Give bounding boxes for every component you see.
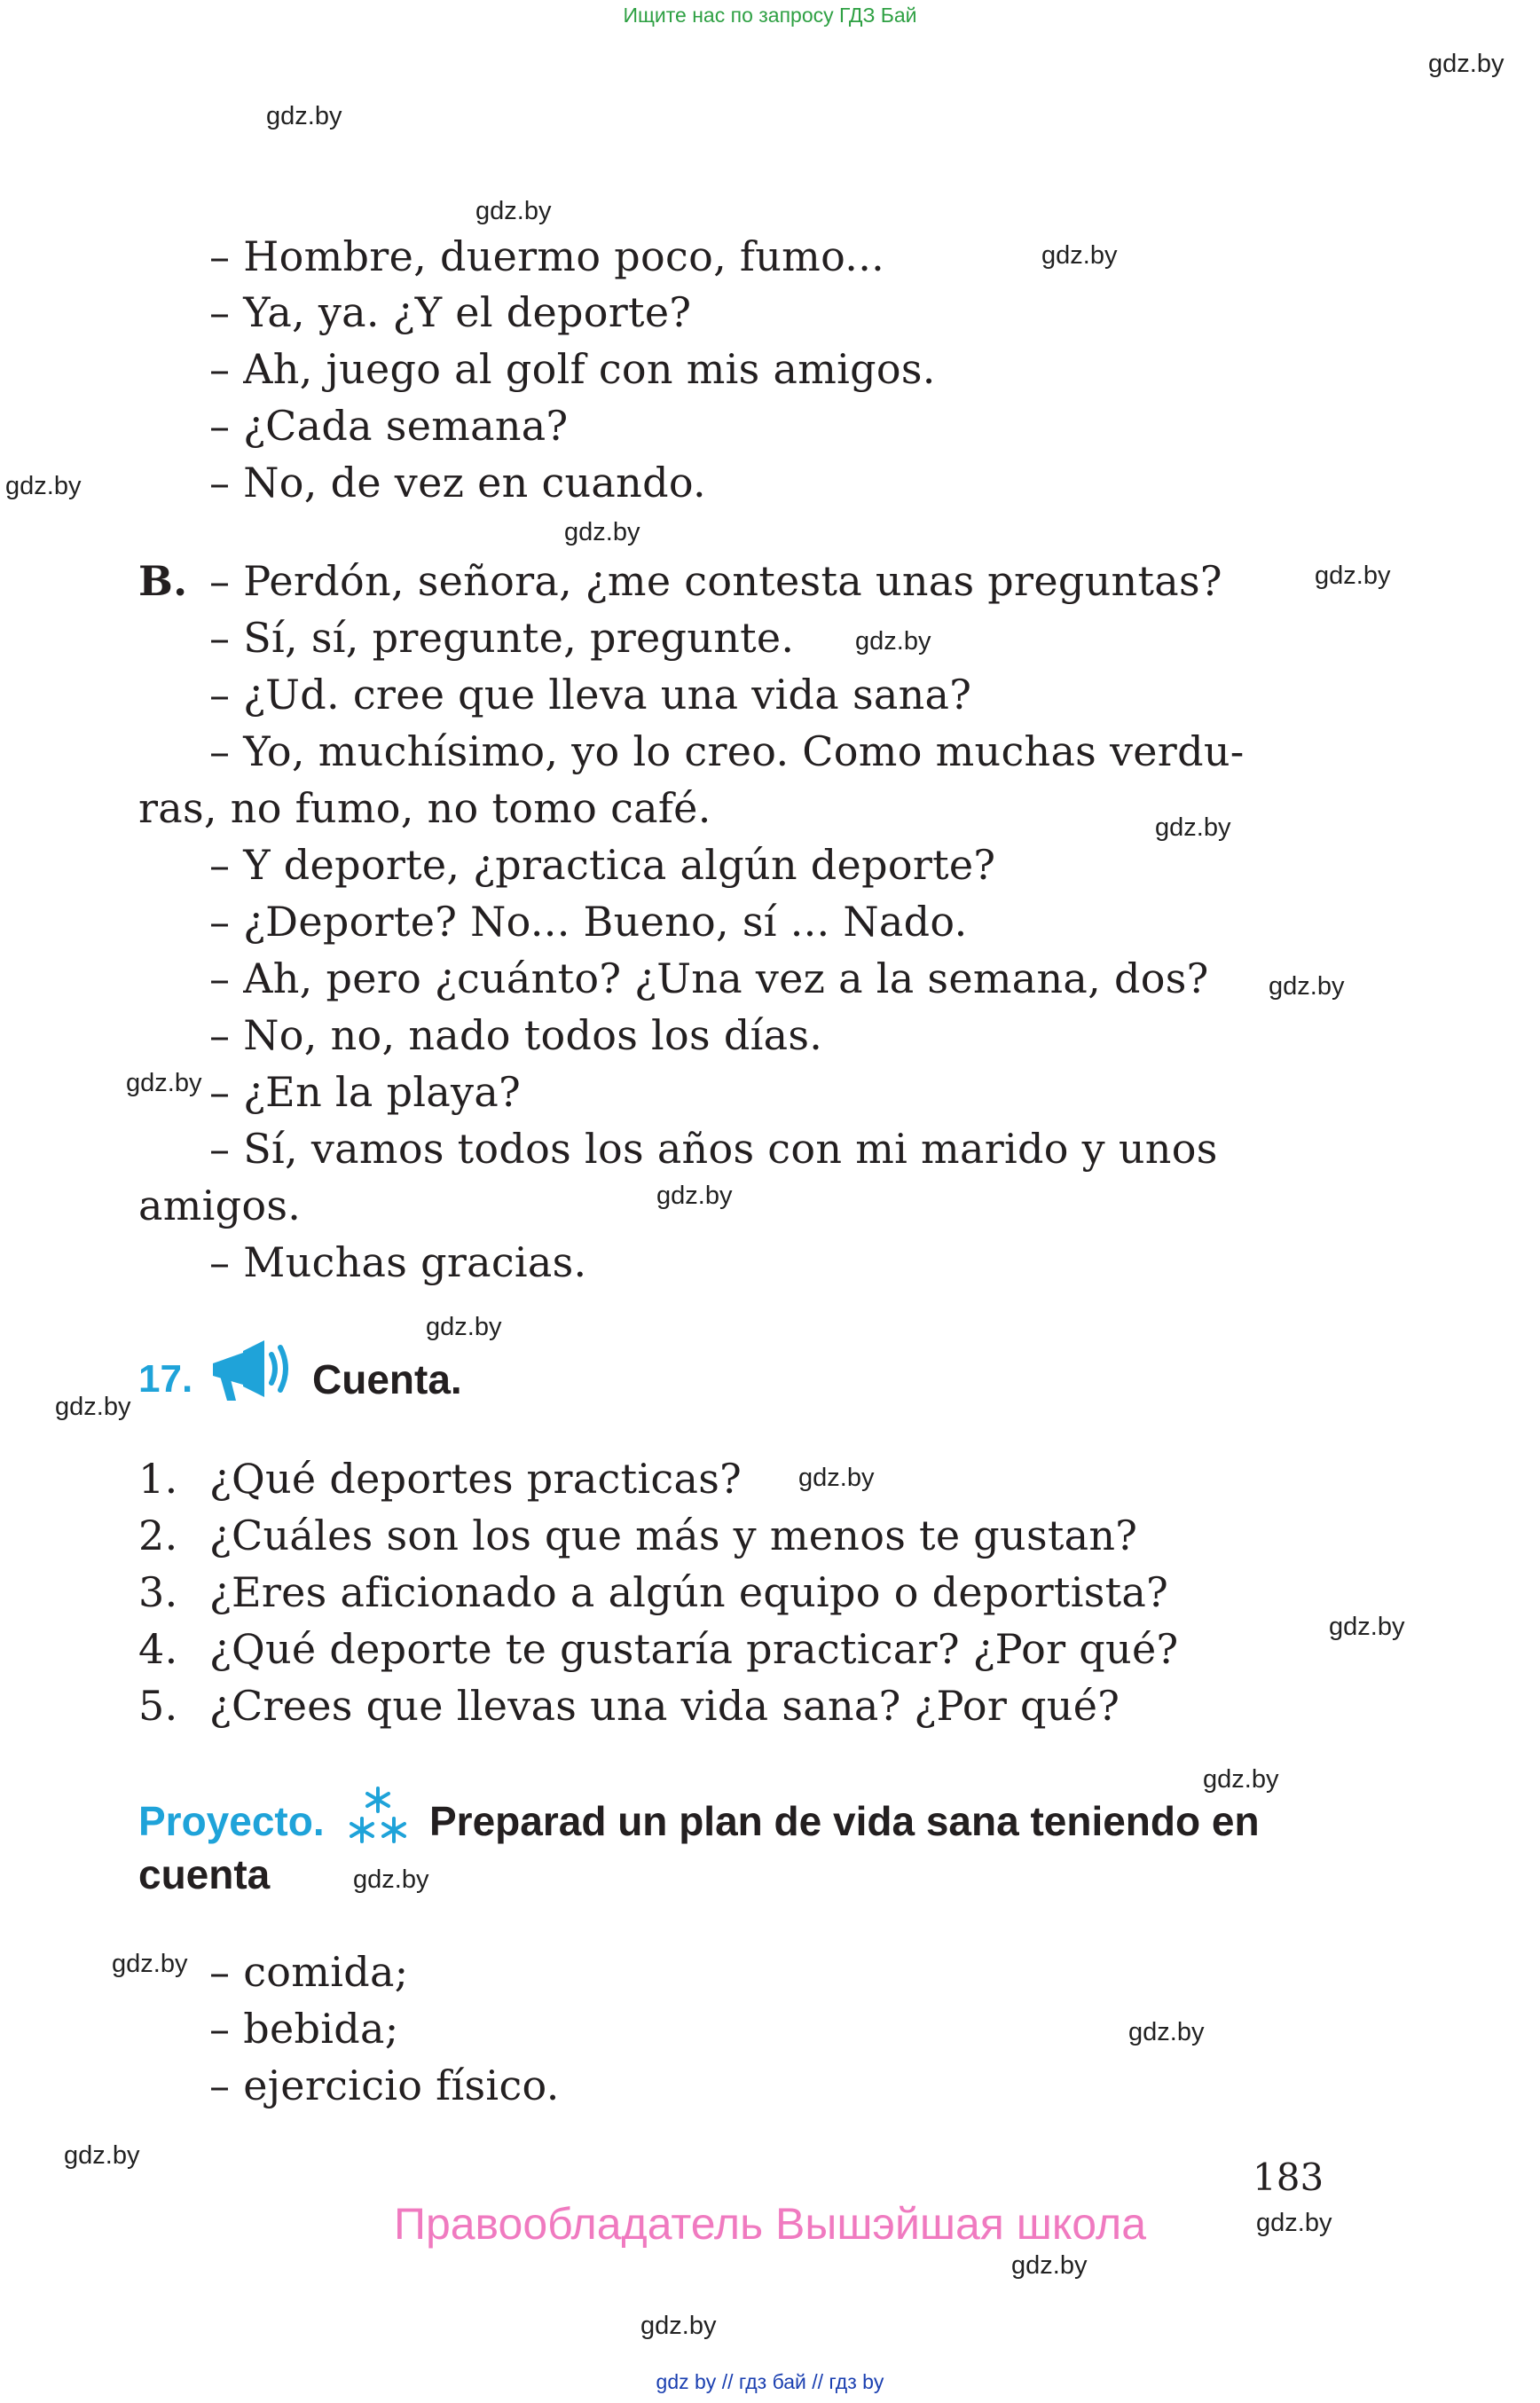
watermark: gdz.by xyxy=(656,1182,733,1210)
dialogue-line: – Hombre, duermo poco, fumo... xyxy=(209,232,885,280)
dialogue-marker: B. xyxy=(138,557,188,605)
watermark: gdz.by xyxy=(798,1464,875,1492)
dialogue-line: – Sí, vamos todos los años con mi marido y unos xyxy=(209,1125,1218,1173)
watermark: gdz.by xyxy=(353,1865,429,1894)
question-text: ¿Qué deportes practicas? xyxy=(209,1455,742,1503)
question-text: ¿Cuáles son los que más y menos te gustan? xyxy=(209,1512,1138,1559)
question-text: ¿Eres aficionado a algún equipo o deportista? xyxy=(209,1568,1169,1616)
megaphone-icon xyxy=(208,1335,296,1406)
dialogue-line: – Y deporte, ¿practica algún deporte? xyxy=(209,841,996,889)
watermark: gdz.by xyxy=(1329,1613,1405,1641)
watermark: gdz.by xyxy=(1315,561,1391,590)
watermark: gdz.by xyxy=(64,2141,140,2170)
watermark: gdz.by xyxy=(126,1069,202,1097)
question-text: ¿Crees que llevas una vida sana? ¿Por qué? xyxy=(209,1682,1120,1730)
watermark: gdz.by xyxy=(564,518,640,546)
dialogue-line: – Muchas gracias. xyxy=(209,1238,587,1286)
watermark: gdz.by xyxy=(112,1950,188,1978)
dialogue-line: – No, de vez en cuando. xyxy=(209,459,706,507)
project-item: – comida; xyxy=(209,1948,409,1996)
watermark: gdz.by xyxy=(266,102,342,130)
dialogue-line: – ¿Ud. cree que lleva una vida sana? xyxy=(209,671,972,719)
watermark: gdz.by xyxy=(5,472,82,500)
dialogue-line: – No, no, nado todos los días. xyxy=(209,1011,823,1059)
dialogue-line: amigos. xyxy=(138,1182,302,1229)
watermark: gdz.by xyxy=(1128,2018,1205,2046)
question-number: 3. xyxy=(138,1568,178,1616)
dialogue-line: – ¿Deporte? No... Bueno, sí ... Nado. xyxy=(209,898,968,946)
watermark: gdz.by xyxy=(1155,813,1231,842)
question-number: 5. xyxy=(138,1682,178,1730)
project-item: – bebida; xyxy=(209,2005,399,2053)
watermark: gdz.by xyxy=(640,2312,717,2340)
dialogue-line: – Perdón, señora, ¿me contesta unas preguntas? xyxy=(209,557,1222,605)
project-label: Proyecto. xyxy=(138,1798,325,1844)
project-text: Preparad un plan de vida sana teniendo en xyxy=(429,1798,1260,1844)
dialogue-line: – ¿En la playa? xyxy=(209,1068,522,1116)
dialogue-line: – Yo, muchísimo, yo lo creo. Como muchas verdu- xyxy=(209,727,1245,775)
page-number: 183 xyxy=(1253,2156,1324,2199)
snowflake-group-icon xyxy=(346,1785,410,1849)
bottom-banner[interactable]: gdz by // гдз бай // гдз by xyxy=(656,2370,884,2393)
question-number: 1. xyxy=(138,1455,178,1503)
dialogue-line: – Ah, juego al golf con mis amigos. xyxy=(209,345,936,393)
dialogue-line: – Sí, sí, pregunte, pregunte. xyxy=(209,614,795,662)
dialogue-line: ras, no fumo, no tomo café. xyxy=(138,784,711,832)
watermark: gdz.by xyxy=(1203,1765,1279,1794)
top-banner[interactable]: Ищите нас по запросу ГДЗ Бай xyxy=(623,4,917,27)
dialogue-line: – Ya, ya. ¿Y el deporte? xyxy=(209,288,692,336)
watermark: gdz.by xyxy=(55,1393,131,1421)
dialogue-line: – Ah, pero ¿cuánto? ¿Una vez a la semana, dos? xyxy=(209,954,1209,1002)
exercise-title: Cuenta. xyxy=(312,1356,462,1402)
project-text: cuenta xyxy=(138,1851,271,1897)
dialogue-line: – ¿Cada semana? xyxy=(209,402,569,450)
rights-notice: Правообладатель Вышэйшая школа xyxy=(394,2199,1146,2249)
watermark: gdz.by xyxy=(475,197,552,225)
question-text: ¿Qué deporte te gustaría practicar? ¿Por qué? xyxy=(209,1625,1179,1673)
exercise-number: 17. xyxy=(138,1357,193,1401)
watermark: gdz.by xyxy=(1269,972,1345,1001)
watermark: gdz.by xyxy=(1256,2209,1332,2237)
watermark: gdz.by xyxy=(1428,50,1505,78)
watermark: gdz.by xyxy=(1011,2251,1088,2280)
question-number: 4. xyxy=(138,1625,178,1673)
watermark: gdz.by xyxy=(1041,241,1118,270)
question-number: 2. xyxy=(138,1512,178,1559)
watermark: gdz.by xyxy=(426,1313,502,1341)
watermark: gdz.by xyxy=(855,627,931,656)
project-item: – ejercicio físico. xyxy=(209,2061,560,2109)
